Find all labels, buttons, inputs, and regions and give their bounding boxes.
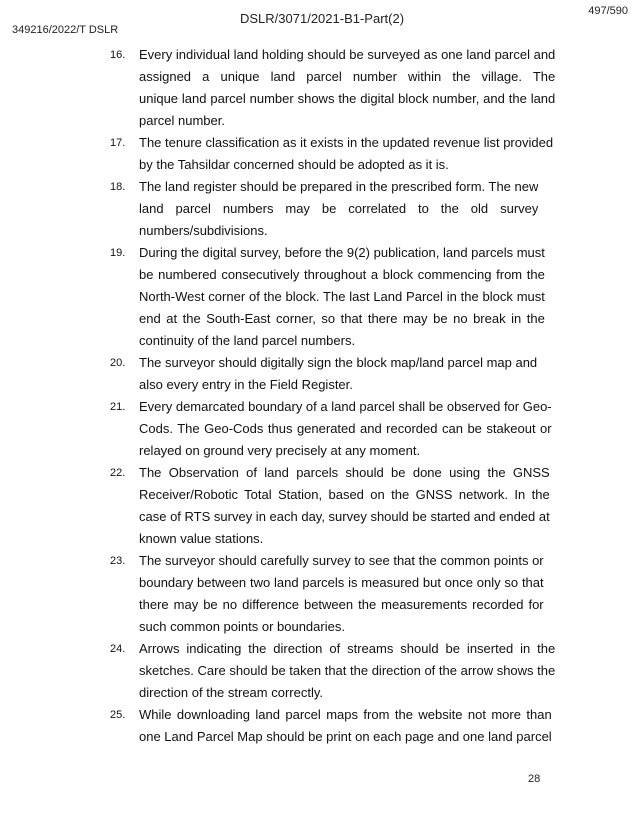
item-number: 20. — [110, 357, 126, 369]
text-line: unique land parcel number shows the digital block number, and the land — [139, 91, 556, 106]
text-line: by the Tahsildar concerned should be adopted as it is. — [139, 157, 449, 172]
text-line: sketches. Care should be taken that the direction of the arrow shows the — [139, 663, 556, 678]
text-line: direction of the stream correctly. — [139, 685, 323, 700]
text-line: While downloading land parcel maps from the website not more than — [139, 707, 552, 722]
list-item — [110, 132, 554, 176]
item-number: 25. — [110, 709, 126, 721]
page-count: 497/590 — [588, 5, 628, 17]
text-line: be numbered consecutively throughout a block commencing from the — [139, 267, 545, 282]
text-line: relayed on ground very precisely at any moment. — [139, 443, 421, 458]
item-number: 19. — [110, 247, 126, 259]
text-line: North-West corner of the block. The last Land Parcel in the block must — [139, 289, 545, 304]
file-number: DSLR/3071/2021-B1-Part(2) — [240, 11, 405, 26]
text-line: known value stations. — [139, 531, 264, 546]
item-text — [139, 176, 538, 242]
item-text — [139, 638, 555, 704]
item-number: 21. — [110, 401, 126, 413]
item-text — [139, 352, 537, 396]
item-number: 24. — [110, 643, 126, 655]
text-line: continuity of the land parcel numbers. — [139, 333, 356, 348]
text-line: Every demarcated boundary of a land parcel shall be observed for Geo- — [139, 399, 552, 414]
item-number: 17. — [110, 137, 126, 149]
text-line: one Land Parcel Map should be print on each page and one land parcel — [139, 729, 552, 744]
item-text — [139, 242, 545, 352]
item-number: 18. — [110, 181, 126, 193]
list-item — [110, 396, 552, 462]
item-number: 16. — [110, 49, 126, 61]
text-line: Arrows indicating the direction of streams should be inserted in the — [139, 641, 556, 656]
text-line: The tenure classification as it exists in the updated revenue list provided — [139, 135, 554, 150]
list-item — [110, 462, 550, 550]
numbered-list — [110, 44, 556, 748]
text-line: there may be no difference between the measurements recorded for — [139, 597, 544, 612]
text-line: land parcel numbers may be correlated to the old survey — [139, 201, 539, 216]
item-text — [139, 550, 544, 638]
reference-number: 349216/2022/T DSLR — [12, 24, 119, 36]
list-item — [110, 44, 556, 132]
text-line: Cods. The Geo-Cods thus generated and recorded can be stakeout or — [139, 421, 552, 436]
text-line: end at the South-East corner, so that there may be no break in the — [139, 311, 545, 326]
text-line: During the digital survey, before the 9(2) publication, land parcels must — [139, 245, 545, 260]
text-line: assigned a unique land parcel number within the village. The — [139, 69, 556, 84]
item-text — [139, 462, 550, 550]
item-text — [139, 132, 553, 176]
list-item — [110, 242, 545, 352]
list-item — [110, 176, 542, 242]
text-line: Receiver/Robotic Total Station, based on the GNSS network. In the — [139, 487, 550, 502]
list-item — [110, 550, 542, 638]
list-item — [110, 352, 542, 396]
text-line: such common points or boundaries. — [139, 619, 345, 634]
text-line: parcel number. — [139, 113, 225, 128]
text-line: also every entry in the Field Register. — [139, 377, 353, 392]
text-line: Every individual land holding should be surveyed as one land parcel and — [139, 47, 556, 62]
list-item — [110, 638, 556, 704]
item-text — [139, 704, 552, 748]
text-line: numbers/subdivisions. — [139, 223, 268, 238]
text-line: boundary between two land parcels is measured but once only so that — [139, 575, 544, 590]
item-number: 23. — [110, 555, 126, 567]
text-line: The surveyor should carefully survey to see that the common points or — [139, 553, 544, 568]
page-number: 28 — [528, 773, 541, 785]
item-text — [139, 44, 555, 132]
text-line: The Observation of land parcels should be done using the GNSS — [139, 465, 550, 480]
list-item — [110, 704, 552, 748]
item-number: 22. — [110, 467, 126, 479]
text-line: case of RTS survey in each day, survey should be started and ended at — [139, 509, 550, 524]
text-line: The land register should be prepared in the prescribed form. The new — [139, 179, 539, 194]
text-line: The surveyor should digitally sign the block map/land parcel map and — [139, 355, 538, 370]
item-text — [139, 396, 552, 462]
